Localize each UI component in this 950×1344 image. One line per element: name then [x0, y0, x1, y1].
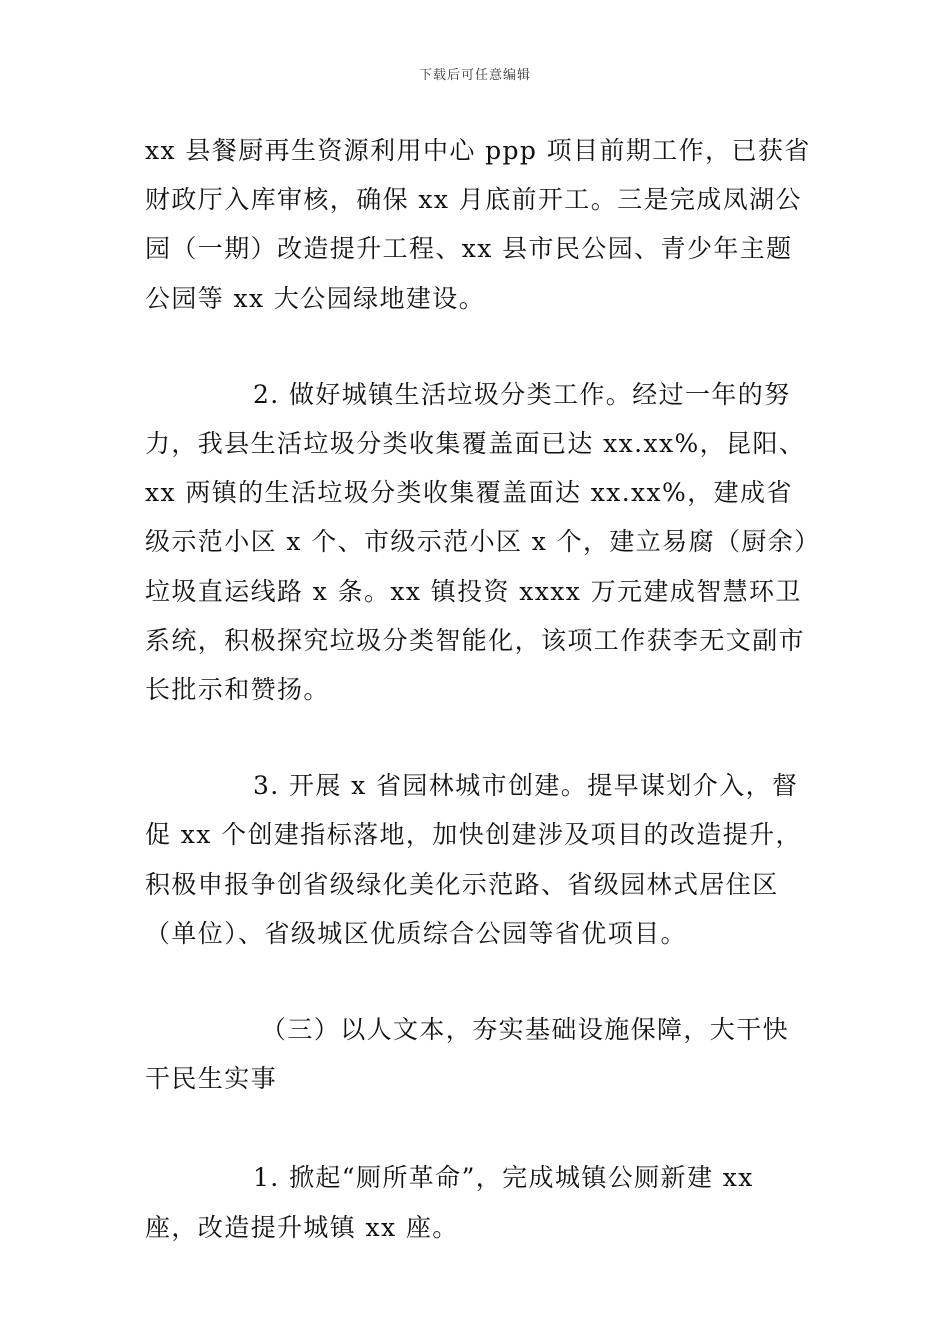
section-heading: （三）以人文本，夯实基础设施保障，大干快干民生实事: [145, 1015, 790, 1094]
page-header: 下载后可任意编辑: [418, 68, 531, 83]
paragraph-item-2: 2. 做好城镇生活垃圾分类工作。经过一年的努力，我县生活垃圾分类收集覆盖面已达 xx.xx%，昆阳、xx 两镇的生活垃圾分类收集覆盖面达 xx.xx%，建成省级示范小区 x 个、市级示范小区 x 个，建立易腐（厨余）垃圾直运线路 x 条。xx 镇投资 xxxx 万元建成智慧环卫系统，积极探究垃圾分类智能化，该项工作获李无文副市长批示和赞扬。: [145, 379, 809, 705]
paragraph-continued: xx 县餐厨再生资源利用中心 ppp 项目前期工作，已获省财政厅入库审核，确保 xx 月底前开工。三是完成凤湖公园（一期）改造提升工程、xx 县市民公园、青少年主题公园等 xx 大公园绿地建设。: [145, 136, 811, 313]
paragraph-item-1: 1. 掀起“厕所革命”，完成城镇公厕新建 xx 座，改造提升城镇 xx 座。: [145, 1163, 754, 1242]
paragraph-item-3: 3. 开展 x 省园林城市创建。提早谋划介入，督促 xx 个创建指标落地，加快创建涉及项目的改造提升，积极申报争创省级绿化美化示范路、省级园林式居住区（单位）、省级城区优质综合公园等省优项目。: [145, 771, 802, 948]
document-body: [145, 126, 813, 1252]
